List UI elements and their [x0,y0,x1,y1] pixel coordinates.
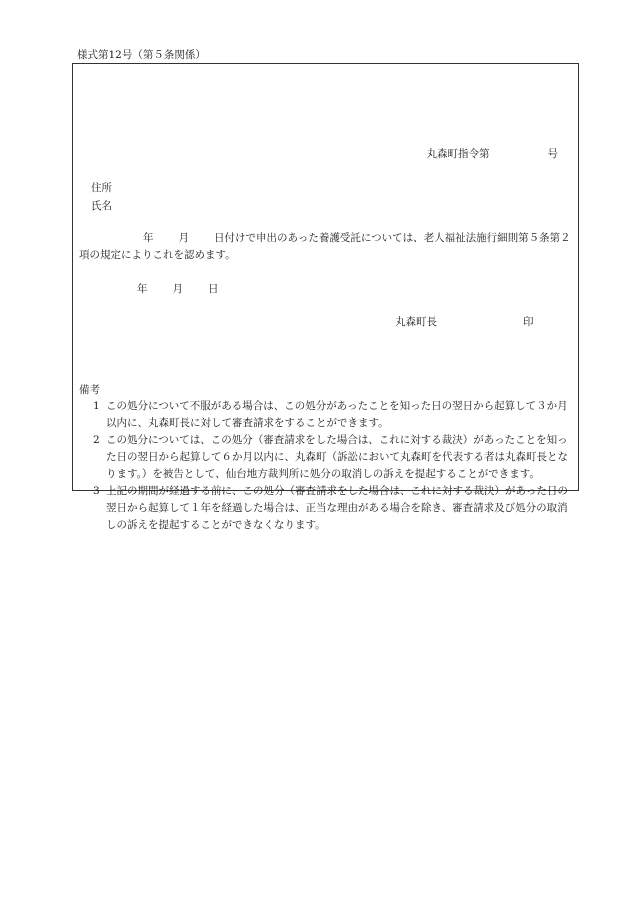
remark-item [79,483,575,534]
issue-date-month: 月 [172,283,183,295]
application-date-year: 年 [143,232,154,244]
remark-number: 3 [93,485,100,497]
form-number-label: 様式第12号（第５条関係） [77,49,206,61]
seal-mark: 印 [523,316,534,328]
notice-number-suffix: 号 [547,148,558,160]
remark-item [79,398,575,432]
mayor-title: 丸森町長 [395,316,437,328]
remark-text: この処分について不服がある場合は、この処分があったことを知った日の翌日から起算して３か月以内に、丸森町長に対して審査請求をすることができます。 [106,400,568,429]
remarks-list [79,398,575,534]
notice-form-box [72,63,579,531]
remarks-title: 備考 [79,384,100,396]
notice-number-prefix: 丸森町指令第 [426,148,490,160]
remark-number: 1 [93,400,100,412]
issue-date-line [137,281,219,298]
name-label: 氏名 [91,200,112,212]
approval-body-text [79,230,574,264]
approval-statement: 日付けで申出のあった養護受託については、老人福祉法施行細則第５条第２項の規定によりこれを認めます。 [79,232,571,261]
remark-number: 2 [93,434,100,446]
issue-date-year: 年 [137,283,148,295]
remark-text: この処分については、この処分（審査請求をした場合は、これに対する裁決）があったことを知った日の翌日から起算して６か月以内に、丸森町（訴訟において丸森町を代表する者は丸森町長となります。）を被告として、仙台地方裁判所に処分の取消しの訴えを提起することができます。 [106,434,568,480]
issue-date-day: 日 [208,283,219,295]
remark-text: 上記の期間が経過する前に、この処分（審査請求をした場合は、これに対する裁決）があった日の翌日から起算して１年を経過した場合は、正当な理由がある場合を除き、審査請求及び処分の取消しの訴えを提起することができなくなります。 [106,485,568,531]
application-date-month: 月 [178,232,189,244]
remark-item [79,432,575,483]
address-label: 住所 [91,182,112,194]
notice-number-line [427,146,559,163]
